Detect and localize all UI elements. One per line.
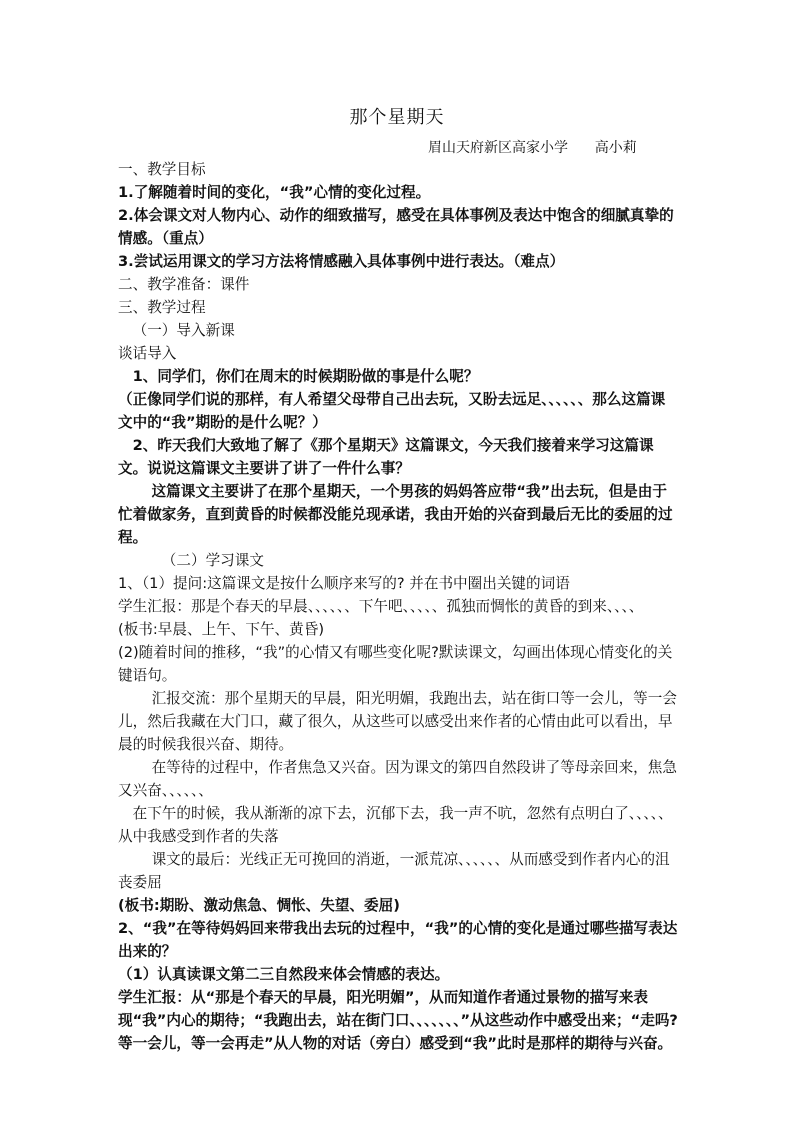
paragraph: 2、“我”在等待妈妈回来带我出去玩的过程中，“我”的心情的变化是通过哪些描写表达出来的？ bbox=[118, 920, 678, 960]
paragraph: 在等待的过程中，作者焦急又兴奋。因为课文的第四自然段讲了等母亲回来，焦急又兴奋、、、、、、 bbox=[118, 759, 677, 799]
section-heading: 一、教学目标 bbox=[118, 161, 206, 178]
objective-item: 1.了解随着时间的变化，“我”心情的变化过程。 bbox=[118, 184, 431, 201]
paragraph: 学生汇报：那是个春天的早晨、、、、、、下午吧、、、、、孤独而惆怅的黄昏的到来、、、、 bbox=[118, 598, 644, 615]
paragraph: 汇报交流：那个星期天的早晨，阳光明媚，我跑出去，站在街口等一会儿，等一会儿，然后我藏在大门口，藏了很久，从这些可以感受出来作者的心情由此可以看出，早晨的时候我很兴奋、期待。 bbox=[118, 690, 677, 753]
document-body bbox=[118, 158, 678, 1055]
paragraph: 在下午的时候，我从渐渐的凉下去，沉郁下去，我一声不吭，忽然有点明白了、、、、、从中我感受到作者的失落 bbox=[118, 805, 673, 845]
objective-item: 2.体会课文对人物内心、动作的细致描写，感受在具体事例及表达中饱含的细腻真挚的情感。（重点） bbox=[118, 207, 674, 247]
paragraph: (2)随着时间的推移，“我”的心情又有哪些变化呢?默读课文，勾画出体现心情变化的关键语句。 bbox=[118, 644, 673, 684]
board-note: (板书:早晨、上午、下午、黄昏) bbox=[118, 621, 325, 638]
paragraph: （正像同学们说的那样，有人希望父母带自己出去玩，又盼去远足、、、、、、那么这篇课文中的“我”期盼的是什么呢？） bbox=[118, 391, 666, 431]
paragraph: 1、（1）提问:这篇课文是按什么顺序来写的? 并在书中圈出关键的词语 bbox=[118, 575, 570, 592]
paragraph: 谈话导入 bbox=[118, 345, 177, 362]
objective-item: 3.尝试运用课文的学习方法将情感融入具体事例中进行表达。（难点） bbox=[118, 253, 565, 270]
paragraph: 学生汇报：从“那是个春天的早晨，阳光明媚”，从而知道作者通过景物的描写来表现“我”内心的期待；“我跑出去，站在街门口、、、、、、、”从这些动作中感受出来；“走吗?等一会儿，等一会再走”从人物的对话（旁白）感受到“我”此时是那样的期待与兴奋。 bbox=[118, 989, 678, 1052]
document-title: 那个星期天 bbox=[349, 107, 445, 128]
subsection-heading: （一）导入新课 bbox=[132, 322, 235, 339]
section-heading: 二、教学准备：课件 bbox=[118, 276, 250, 293]
section-heading: 三、教学过程 bbox=[118, 299, 206, 316]
paragraph: 这篇课文主要讲了在那个星期天，一个男孩的妈妈答应带“我”出去玩，但是由于忙着做家务，直到黄昏的时候都没能兑现承诺，我由开始的兴奋到最后无比的委屈的过程。 bbox=[118, 483, 673, 546]
board-note: (板书:期盼、激动焦急、惆怅、失望、委屈) bbox=[118, 897, 400, 914]
paragraph: （1）认真读课文第二三自然段来体会情感的表达。 bbox=[118, 966, 450, 983]
document-author: 眉山天府新区高家小学 高小莉 bbox=[428, 140, 637, 156]
paragraph: 1、同学们，你们在周末的时候期盼做的事是什么呢？ bbox=[132, 368, 479, 385]
paragraph: 2、昨天我们大致地了解了《那个星期天》这篇课文，今天我们接着来学习这篇课文。说说这篇课文主要讲了讲了一件什么事？ bbox=[118, 437, 654, 477]
paragraph: 课文的最后：光线正无可挽回的消逝，一派荒凉、、、、、、从而感受到作者内心的沮丧委屈 bbox=[118, 851, 670, 891]
subsection-heading: （二）学习课文 bbox=[161, 552, 264, 569]
